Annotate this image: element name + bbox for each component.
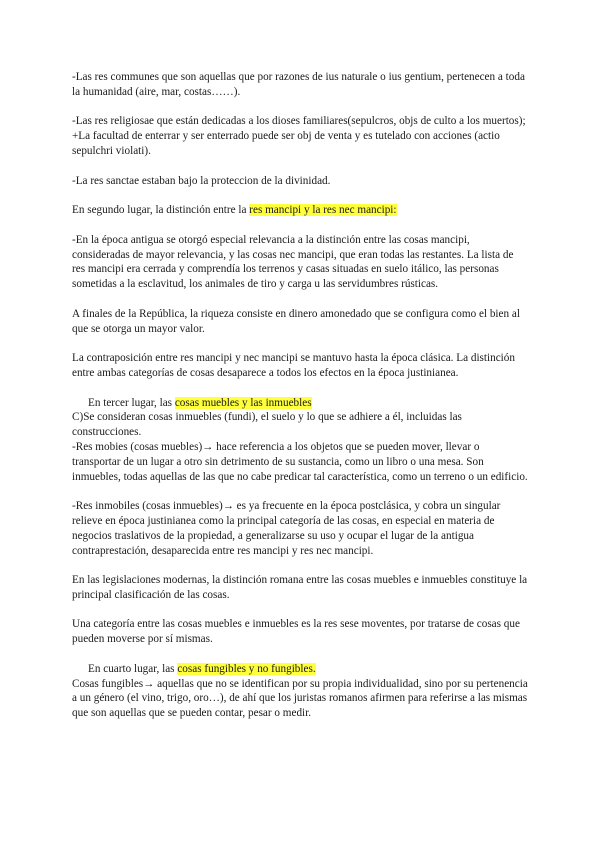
spacer — [72, 647, 528, 662]
heading-text: En segundo lugar, la distinción entre la — [72, 204, 250, 217]
spacer — [72, 558, 528, 573]
paragraph-contraposicion: La contraposición entre res mancipi y nec mancipi se mantuvo hasta la época clásica. La distinción entre ambas categorías de cosas desaparece a todos los efectos en la época justinianea. — [72, 352, 515, 379]
spacer — [72, 292, 528, 307]
spacer — [72, 218, 528, 233]
paragraph-cosas-inmuebles: C)Se consideran cosas inmuebles (fundi), el suelo y lo que se adhiere a él, incluidas las construcciones. — [72, 411, 462, 439]
spacer — [72, 603, 528, 618]
spacer — [72, 484, 528, 499]
paragraph-res-inmobiles: -Res inmobiles (cosas inmuebles)→ es ya frecuente en la época postclásica, y cobra un singular relieve en época justinianea como la principal categoría de las cosas, en especial en materia de negocios traslativos de la propiedad, a generalizarse su uso y ocupar el lugar de la antigua contraprestación, desaparecida entre res mancipi y res nec mancipi. — [72, 500, 501, 557]
heading-text: En cuarto lugar, las — [88, 662, 178, 675]
paragraph-facultad-enterrar: +La facultad de enterrar y ser enterrado puede ser obj de venta y es tutelado con acciones (actio sepulchri violati). — [72, 130, 500, 157]
paragraph-epoca-antigua: -En la época antigua se otorgó especial relevancia a la distinción entre las cosas mancipi, consideradas de mayor relevancia, y las cosas nec mancipi, que eran todas las restantes. La lista de res mancipi era cerrada y comprendía los terrenos y casas situadas en suelo itálico, las personas sometidas a la esclavitud, los animales de tiro y carga u las servidumbres rústicas. — [72, 233, 514, 291]
paragraph-res-sanctae: -La res sanctae estaban bajo la proteccion de la divinidad. — [72, 174, 331, 187]
paragraph-res-communes: -Las res communes que son aquellas que por razones de ius naturale o ius gentium, pertenecen a toda la humanidad (aire, mar, costas……). — [72, 71, 525, 98]
highlighted-text: res mancipi y la res nec mancipi: — [249, 204, 397, 217]
heading-tercer-lugar — [72, 396, 528, 411]
paragraph-res-religiosae: -Las res religiosae que están dedicadas a los dioses familiares(sepulcros, objs de culto a los muertos); — [72, 115, 526, 128]
highlighted-text: cosas muebles y las inmuebles — [174, 396, 312, 409]
highlighted-text: cosas fungibles y no fungibles. — [177, 662, 316, 675]
heading-text: En tercer lugar, las — [88, 396, 175, 409]
spacer — [72, 159, 528, 174]
heading-cuarto-lugar — [72, 662, 528, 677]
paragraph-res-mobies: -Res mobies (cosas muebles)→ hace referencia a los objetos que se pueden mover, llevar o transportar de un lugar a otro sin detrimento de su sustancia, como un libro o una mesa. Son inmuebles, todas aquellas de las que no cabe predicar tal característica, como un terreno o un edificio. — [72, 440, 528, 483]
spacer — [72, 188, 528, 203]
paragraph-legislaciones-modernas: En las legislaciones modernas, la distinción romana entre las cosas muebles e inmuebles constituye la principal clasificación de las cosas. — [72, 574, 528, 601]
spacer — [72, 100, 528, 115]
spacer — [72, 336, 528, 351]
heading-segundo-lugar — [72, 203, 528, 218]
spacer — [72, 381, 528, 396]
paragraph-res-sese-moventes: Una categoría entre las cosas muebles e inmuebles es la res sese moventes, por tratarse de cosas que pueden moverse por sí mismas. — [72, 618, 520, 646]
paragraph-finales-republica: A finales de la República, la riqueza consiste en dinero amonedado que se configura como el bien al que se otorga un mayor valor. — [72, 307, 520, 335]
paragraph-cosas-fungibles: Cosas fungibles→ aquellas que no se identifican por su propia individualidad, sino por su pertenencia a un género (el vino, trigo, oro…), de ahí que los juristas romanos afirmen para referirse a las mismas que son aquellas que se pueden contar, pesar o medir. — [72, 677, 528, 720]
